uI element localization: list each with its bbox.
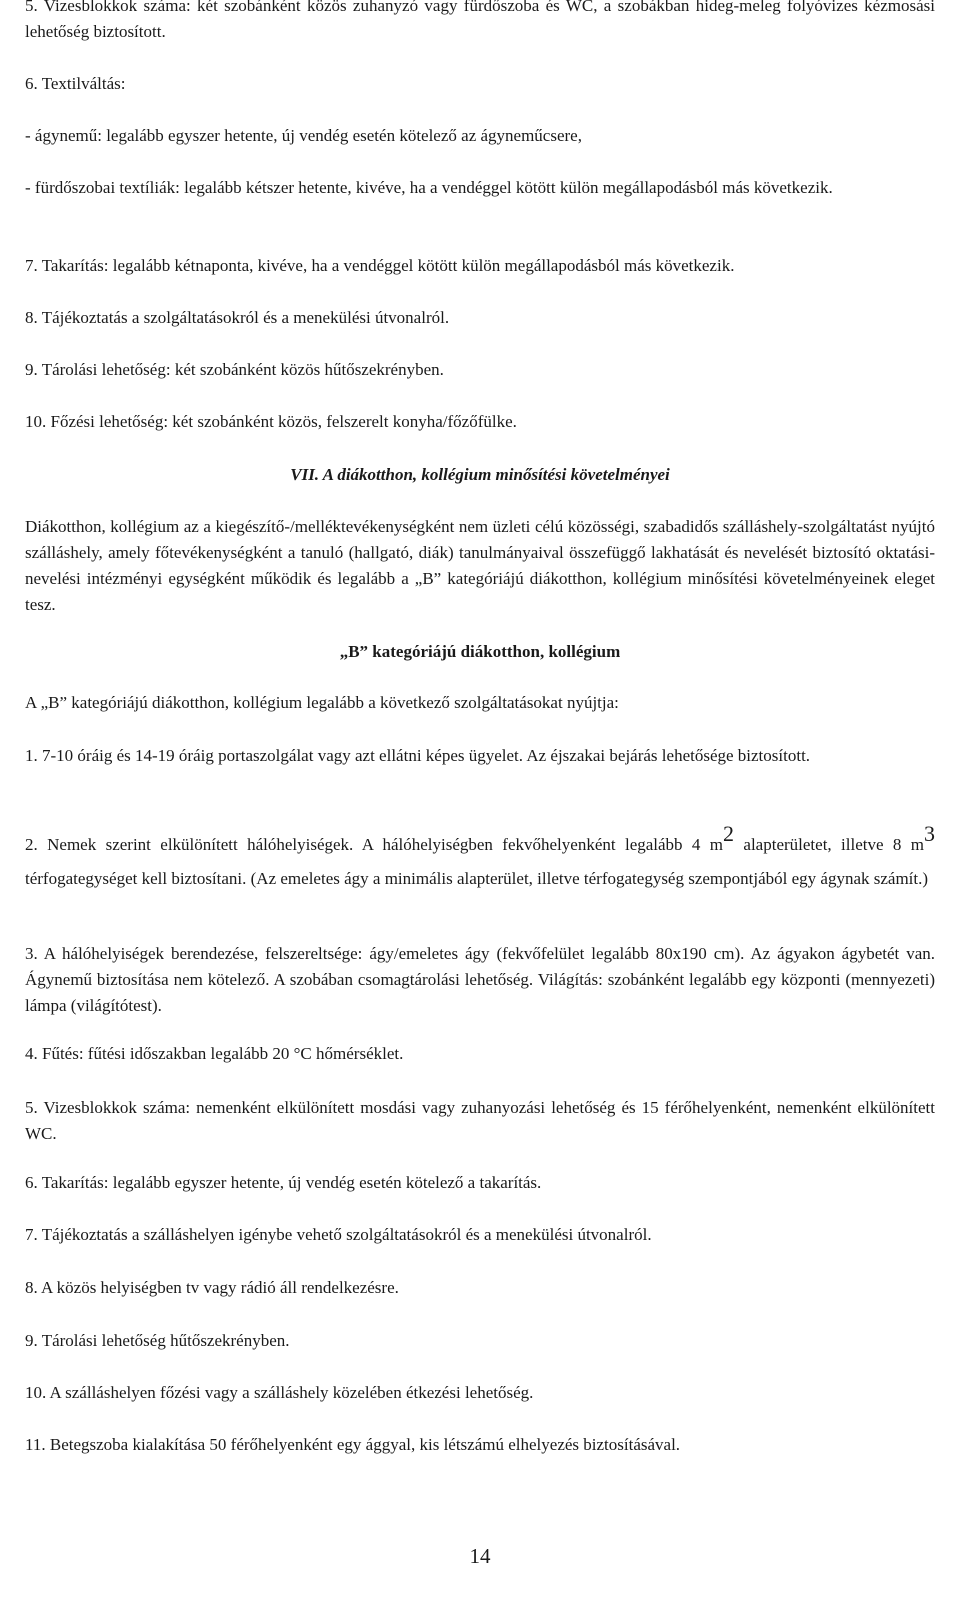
category-item-8: 8. A közös helyiségben tv vagy rádió áll rendelkezésre. xyxy=(25,1278,399,1297)
page-number: 14 xyxy=(469,1544,491,1568)
section-title: VII. A diákotthon, kollégium minősítési követelményei xyxy=(290,465,670,484)
item-7-takaritas: 7. Takarítás: legalább kétnaponta, kivéve, ha a vendéggel kötött külön megállapodásból más következik. xyxy=(25,256,735,275)
category-item-4: 4. Fűtés: fűtési időszakban legalább 20 °C hőmérséklet. xyxy=(25,1044,404,1063)
category-item-2 xyxy=(25,821,935,896)
category-item-1: 1. 7-10 óráig és 14-19 óráig portaszolgálat vagy azt ellátni képes ügyelet. Az éjszakai bejárás lehetősége biztosított. xyxy=(25,746,811,765)
item-6-agynemu: - ágynemű: legalább egyszer hetente, új vendég esetén kötelező az ágyneműcsere, xyxy=(25,126,582,145)
category-item-11: 11. Betegszoba kialakítása 50 férőhelyenként egy ággyal, kis létszámú elhelyezés biztosításával. xyxy=(25,1435,681,1454)
item-6-furdoszobai-textiliak: - fürdőszobai textíliák: legalább kétszer hetente, kivéve, ha a vendéggel kötött külön megállapodásból más következik. xyxy=(25,178,833,197)
superscript-2: 2 xyxy=(723,821,735,846)
superscript-3: 3 xyxy=(924,821,935,846)
category-item-2-text-b: alapterületet, illetve 8 m xyxy=(734,835,924,854)
category-item-2-text-c: térfogategységet kell biztosítani. (Az emeletes ágy a minimális alapterület, illetve térfogategység szempontjából egy ágynak számít.) xyxy=(25,869,929,888)
item-9-tarolasi-lehetoseg: 9. Tárolási lehetőség: két szobánként közös hűtőszekrényben. xyxy=(25,360,444,379)
category-item-2-text-a: 2. Nemek szerint elkülönített hálóhelyiségek. A hálóhelyiségben fekvőhelyenként legalább 4 m xyxy=(25,835,724,854)
category-item-3: 3. A hálóhelyiségek berendezése, felszereltsége: ágy/emeletes ágy (fekvőfelület legalább 80x190 cm). Az ágyakon ágybetét van. Ágynemű biztosítása nem kötelező. A szobában csomagtárolási lehetőség. Világítás: szobánként legalább egy központi (mennyezeti) lámpa (világítótest). xyxy=(25,944,935,1015)
category-item-9: 9. Tárolási lehetőség hűtőszekrényben. xyxy=(25,1331,290,1350)
item-5-vizesblokkok: 5. Vizesblokkok száma: két szobánként közös zuhanyzó vagy fürdőszoba és WC, a szobákban hideg-meleg folyóvizes kézmosási lehetőség biztosított. xyxy=(25,0,935,41)
item-10-fozesi-lehetoseg: 10. Főzési lehetőség: két szobánként közös, felszerelt konyha/főzőfülke. xyxy=(25,412,517,431)
category-lead: A „B” kategóriájú diákotthon, kollégium legalább a következő szolgáltatásokat nyújtja: xyxy=(25,693,619,712)
section-intro-paragraph: Diákotthon, kollégium az a kiegészítő-/melléktevékenységként nem üzleti célú közösségi, szabadidős szálláshely-szolgáltatást nyújtó szálláshely, amely főtevékenységként a tanuló (hallgató, diák) tanulmányaival összefüggő lakhatását és nevelését biztosító oktatási-nevelési intézményi egységként működik és legalább a „B” kategóriájú diákotthon, kollégium minősítési követelményeinek eleget tesz. xyxy=(25,517,935,614)
item-6-textilvaltas-title: 6. Textilváltás: xyxy=(25,74,126,93)
category-title: „B” kategóriájú diákotthon, kollégium xyxy=(339,642,621,661)
category-item-6: 6. Takarítás: legalább egyszer hetente, új vendég esetén kötelező a takarítás. xyxy=(25,1173,542,1192)
category-item-10: 10. A szálláshelyen főzési vagy a szálláshely közelében étkezési lehetőség. xyxy=(25,1383,534,1402)
item-8-tajekoztatas: 8. Tájékoztatás a szolgáltatásokról és a menekülési útvonalról. xyxy=(25,308,450,327)
category-item-5: 5. Vizesblokkok száma: nemenként elkülönített mosdási vagy zuhanyozási lehetőség és 15 férőhelyenként, nemenként elkülönített WC. xyxy=(25,1098,935,1143)
category-item-7: 7. Tájékoztatás a szálláshelyen igénybe vehető szolgáltatásokról és a menekülési útvonalról. xyxy=(25,1225,652,1244)
